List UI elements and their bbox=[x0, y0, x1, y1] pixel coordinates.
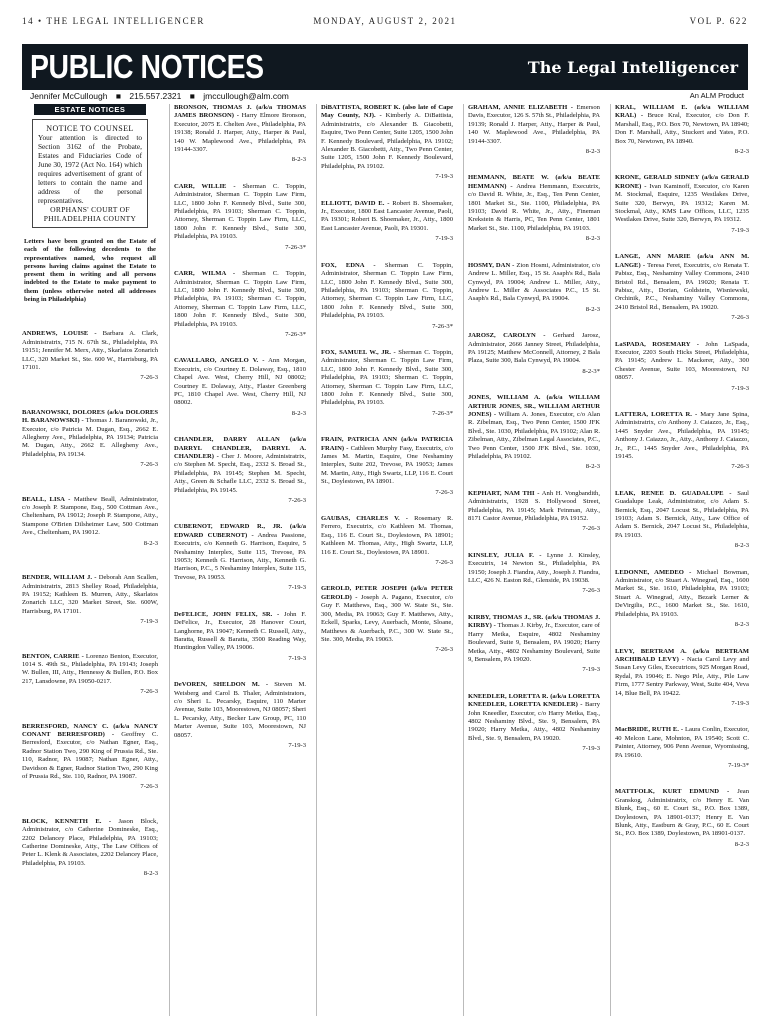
publication-code: 8-2-3 bbox=[585, 235, 600, 243]
decedent-name: DeVOREN, SHELDON M. - bbox=[174, 681, 269, 689]
decedent-name: LATTERA, LORETTA R. - bbox=[615, 410, 698, 418]
running-head bbox=[22, 16, 748, 30]
decedent-name: ELLIOTT, DAVID E. - bbox=[321, 199, 390, 207]
notice-text: Zion Hosmi, Administrator, c/o Andrew L. Miller, Esq., 15 St. Asaph's Rd., Bala Cynwyd, PA 19004; Andrew L. Miller, Atty., Andrew L. Miller & Associates P.C., 15 St. Asaph's Rd., Bala Cynwyd, PA 19004. bbox=[468, 261, 600, 303]
notice-text: Kimberly A. DiBattista, Administratrix, c/o Alexander B. Giacobetti, Esquire, Two Penn Center, Suite 1205, 1500 John F. Kennedy Boulevard, Philadelphia, PA 19102; Alexander B. Giacobetti, Atty., Two Penn Center, Suite 1205, 1500 John F. Kennedy Boulevard, Philadelphia, PA 19102. bbox=[321, 112, 453, 170]
notice-text: Andrea Hemmann, Executrix, c/o David R. White, Jr., Esq., Ten Penn Center, 1801 Market St., Ste. 1100, Philadelphia, PA 19103; David R. White, Jr., Atty., Fineman Krekstein & Harris, PC, Ten Penn Center, 1801 Market St., Ste. 1100, Philadelphia, PA 19103. bbox=[468, 182, 600, 232]
notice-text: Jean Granskog, Administratrix, c/o Henry E. Van Blunk, Esq., 60 E. Court St., P.O. Box 1389, Doylestown, PA 18901-0137; Henry E. Van Blunk, Atty., Eastburn & Gray, P.C., 60 E. Court St., P.O. Box 1389, Doylestown, PA 18901-0137. bbox=[615, 788, 749, 838]
publication-code: 7-26-3* bbox=[432, 409, 453, 417]
decedent-name: KIRBY, THOMAS J., SR. (a/k/a THOMAS J. KIRBY) - bbox=[468, 613, 600, 630]
notice-text: Emerson Davis, Executor, 126 S. 57th St., Philadelphia, PA 19139; Ronald J. Harper, Atty., Harper & Paul, 140 W. Maplewood Ave., Philadelphia, PA 19144-3307. bbox=[468, 104, 600, 145]
publication-code: 7-19-3 bbox=[731, 384, 749, 392]
decedent-name: KNEEDLER, LORETTA R. (a/k/a LORETTA KNEEDLER, LORETTA KNEDLER) - bbox=[468, 692, 600, 709]
publication-code: 7-26-3 bbox=[435, 559, 453, 567]
estate-notice-entry bbox=[615, 174, 749, 235]
publication-code: 7-26-3 bbox=[140, 461, 158, 469]
decedent-name: CUBERNOT, EDWARD R., JR. (a/k/a EDWARD CUBERNOT) - bbox=[174, 523, 306, 539]
decedent-name: BENDER, WILLIAM J. - bbox=[22, 574, 97, 582]
notice-text: Mary Jane Spina, Administratrix, c/o Anthony J. Caiazzo, Jr., Esq., 1445 Snyder Ave., Philadelphia, PA 19145; Anthony J. Caiazzo, Jr., Atty., Anthony J. Caiazzo, Jr., P.C., 1445 Snyder Ave., Philadelphia, PA 19145. bbox=[615, 410, 749, 460]
notice-text: Ann Morgan, Executrix, c/o Courtney E. Dolaway, Esq., 1810 Chapel Ave. West, Cherry Hill, NJ 08002; Courtney E. Dolaway, Atty., Flaster Greenberg PC, 1810 Chapel Ave. West, Cherry Hill, NJ 08002. bbox=[174, 357, 306, 407]
estate-notice-entry bbox=[615, 341, 749, 393]
decedent-name: GRAHAM, ANNIE ELIZABETH - bbox=[468, 104, 573, 111]
decedent-name: MacBRIDE, RUTH E. - bbox=[615, 726, 684, 734]
publication-code: 8-2-3 bbox=[734, 542, 749, 550]
notice-text: John LaSpada, Executor, 2203 South Hicks Street, Philadelphia, PA 19145; Andrew L. Mackerer, Atty., 300 Chester Avenue, Suite 103, Moorestown, NJ 08057. bbox=[615, 340, 749, 382]
decedent-name: LaSPADA, ROSEMARY - bbox=[615, 340, 699, 348]
estate-notice-entry bbox=[22, 818, 158, 879]
bullet-icon: ■ bbox=[189, 91, 195, 101]
estate-notice-entry bbox=[22, 653, 158, 697]
estate-notice-entry bbox=[321, 349, 453, 418]
estate-notice-entry bbox=[468, 394, 600, 472]
estate-notice-entry bbox=[468, 552, 600, 596]
estate-notice-entry bbox=[615, 788, 749, 849]
notice-text: Harry Elmore Bronson, Executor, 2075 E. Chelten Ave., Philadelphia, PA 19138; Ronald J. Harper, Atty., Harper & Paul, 140 W. Maplewood Ave., Philadelphia, PA 19144-3307. bbox=[174, 112, 306, 154]
estate-notice-entry bbox=[321, 585, 453, 654]
estate-notice-entry bbox=[468, 490, 600, 534]
running-head-left: 14 • THE LEGAL INTELLIGENCER bbox=[22, 16, 205, 26]
notice-text: Teresa Feret, Executrix, c/o Renata T. Pabisz, Esq., Neshaminy Valley Commons, 2410 Bristol Rd., Bensalem, PA 19020; Renata T. Pabisz, Atty., Dorian, Goldstein, Wisniewski, Orchinik, P.C., Neshaminy Valley Commons, 2410 Bristol Rd., Bensalem, PA 19020. bbox=[615, 261, 749, 311]
notice-text: Steven M. Weisberg and Carol B. Thaler, Administrators, c/o Sheri L. Pecarsky, Esquire, 110 Marter Avenue, Suite 103, Moorestown, NJ 08057; Sheri L. Pecarsky, Atty., Becker Law Group, PC, 110 Marter Avenue, Suite 103, Moorestown, NJ 08057. bbox=[174, 681, 306, 739]
court-name: ORPHANS' COURT OF PHILADELPHIA COUNTY bbox=[43, 205, 137, 223]
decedent-name: KRONE, GERALD SIDNEY (a/k/a GERALD KRONE) - bbox=[615, 174, 749, 190]
notice-text: Geoffrey C. Berresford, Executor, c/o Nathan Egner, Esq., Radnor Station Two, 290 King of Prussia Rd., Ste. 110, Radnor, PA 19087; Nathan Egner, Atty., Davidson & Egner, Radnor Station Two, 290 King of Prussia Rd., Ste. 110, Radnor, PA 19087. bbox=[22, 730, 158, 780]
publication-code: 8-2-3 bbox=[291, 409, 306, 417]
decedent-name: DeFELICE, JOHN FELIX, SR. - bbox=[174, 610, 280, 618]
publication-code: 7-26-3 bbox=[435, 646, 453, 654]
estate-notice-entry bbox=[174, 436, 306, 505]
estate-notice-entry bbox=[174, 270, 306, 339]
estate-notice-entry bbox=[468, 174, 600, 243]
publication-code: 7-26-3* bbox=[432, 322, 453, 330]
decedent-name: GEROLD, PETER JOSEPH (a/k/a PETER GEROLD) - bbox=[321, 585, 453, 601]
notice-columns bbox=[22, 104, 748, 1016]
publication-code: 8-2-3 bbox=[585, 148, 600, 156]
notice-text: Nacia Carol Levy and Susan Levy Giles, Executrices, 925 Morgan Road, Rydal, PA 19046; E. Nego Pile, Atty., Pile Law Firm, 1777 Sentry Parkway, West, Suite 404, Veva 14, Blue Bell, PA 19422. bbox=[615, 655, 749, 697]
notice-heading: NOTICE TO COUNSEL bbox=[46, 124, 134, 133]
decedent-name: LEAK, RENEE D. GUADALUPE - bbox=[615, 489, 732, 497]
running-head-date: MONDAY, AUGUST 2, 2021 bbox=[313, 16, 457, 26]
decedent-name: BLOCK, KENNETH E. - bbox=[22, 817, 112, 825]
notice-text: John F. DeFelice, Jr., Executor, 28 Hanover Court, Langhorne, PA 19047; Kenneth C. Russell, Atty., Baratta, Russell & Baratta, 3500 Reading Way, Huntingdon Valley, PA 19006. bbox=[174, 610, 306, 652]
decedent-name: LANGE, ANN MARIE (a/k/a ANN M. LANGE) - bbox=[615, 253, 749, 269]
publication-code: 7-26-3 bbox=[582, 587, 600, 595]
notice-text: Barry John Kneedler, Executor, c/o Harry Metka, Esq., 4802 Neshaminy Blvd., Ste. 9, Bensalem, PA 19020; Harry Metka, Atty., 4802 Neshaminy Blvd., Ste. 9, Bensalem, PA 19020. bbox=[468, 701, 600, 742]
notice-text: Robert B. Shoemaker, Jr., Executor, 1800 East Lancaster Avenue, Paoli, PA 19301; Robert B. Shoemaker, Jr., Atty., 1800 East Lancaster Avenue, Paoli, PA 19301. bbox=[321, 199, 453, 232]
estate-notice-entry bbox=[174, 183, 306, 252]
publication-code: 7-26-3 bbox=[140, 688, 158, 696]
notice-text: Joseph A. Pagano, Executor, c/o Guy F. Matthews, Esq., 300 W. State St., Ste. 300, Media, PA 19063; Guy F. Matthews, Atty., Eckell, Sparks, Levy, Auerbach, Monte, Sloane, Matthews & Auerbach, P.C., 300 W. State St., Ste. 300, Media, PA 19063. bbox=[321, 593, 453, 643]
decedent-name: MATTFOLK, KURT EDMUND - bbox=[615, 788, 730, 796]
publication-code: 8-2-3* bbox=[582, 367, 600, 375]
decedent-name: GAUBAS, CHARLES V. - bbox=[321, 515, 408, 523]
decedent-name: CAVALLARO, ANGELO V. - bbox=[174, 357, 265, 365]
notice-text: Sherman C. Toppin, Administrator, Sherman C. Toppin Law Firm, LLC, 1800 John F. Kennedy Blvd., Suite 300, Philadelphia, PA 19103; Sherman C. Toppin, Attorney, Sherman C. Toppin Law Firm, LLC, 1800 John F. Kennedy Blvd., Suite 300, Philadelphia, PA 19103. bbox=[321, 348, 453, 407]
publication-code: 7-26-3 bbox=[140, 374, 158, 382]
contact-email[interactable]: jmccullough@alm.com bbox=[203, 91, 289, 101]
decedent-name: JONES, WILLIAM A. (a/k/a WILLIAM ARTHUR JONES, SR., WILLIAM ARTHUR JONES) - bbox=[468, 394, 600, 418]
newspaper-logo: The Legal Intelligencer bbox=[527, 58, 738, 77]
public-notices-banner bbox=[22, 44, 748, 90]
decedent-name: KEPHART, NAM THI - bbox=[468, 489, 540, 497]
decedent-name: LEDONNE, AMEDEO - bbox=[615, 568, 692, 576]
decedent-name: HOSMY, DAN - bbox=[468, 261, 515, 269]
estate-notice-entry bbox=[321, 262, 453, 331]
decedent-name: FOX, SAMUEL W., JR. - bbox=[321, 348, 396, 356]
notice-text: Anh H. Vongbandith, Administratrix, 1928 S. Hollywood Street, Philadelphia, PA 19145; Mark Feinman, Atty., 8171 Castor Avenue, Philadelphia, PA 19152. bbox=[468, 489, 600, 523]
publication-code: 7-19-3 bbox=[140, 618, 158, 626]
publication-code: 7-19-3 bbox=[582, 745, 600, 753]
contact-phone: 215.557.2321 bbox=[129, 91, 182, 101]
estate-notice-entry bbox=[22, 496, 158, 548]
estate-notice-entry bbox=[468, 693, 600, 754]
estate-notice-entry bbox=[174, 681, 306, 750]
estate-notice-entry bbox=[321, 436, 453, 497]
publication-code: 7-26-3* bbox=[285, 330, 306, 338]
notice-text: Sherman C. Toppin, Administrator, Sherman C. Toppin Law Firm, LLC, 1800 John F. Kennedy Blvd., Suite 300, Philadelphia, PA 19103; Sherman C. Toppin, Attorney, Sherman C. Toppin Law Firm, LLC, 1800 John F. Kennedy Blvd., Suite 300, Philadelphia, PA 19103. bbox=[174, 270, 306, 328]
notice-text: Andrea Passione, Executrix, c/o Kenneth G. Harrison, Esquire, 5 Neshaminy Interplex, Suite 115, Trevose, PA 19053; Kenneth G. Harrison, Atty., Kenneth G. Harrison, P.C., 5 Neshaminy Interplex, Suite 115, Trevose, PA 19053. bbox=[174, 531, 306, 581]
publication-code: 7-26-3 bbox=[288, 497, 306, 505]
notice-text: Ivan Kaminoff, Executor, c/o Karen M. Stockmal, Esquire, 1235 Westlakes Drive, Suite 320, Berwyn, PA 19312; Karen M. Stockmal, Atty., KMS Law Offices, LLC, 1235 Westlakes Drive, Suite 320, Berwyn, PA 19312. bbox=[615, 182, 749, 224]
decedent-name: LEVY, BERTRAM A. (a/k/a BERTRAM ARCHIBALD LEVY) - bbox=[615, 647, 749, 663]
notice-text: Thomas J. Baranowski, Jr., Executor, c/o Patricia M. Dugan, Esq., 2662 E. Allegheny Ave., Philadelphia, PA 19134; Patricia M. Dugan, Atty., 2662 E. Allegheny Ave., Philadelphia, PA 19134. bbox=[22, 417, 158, 458]
estate-notice-entry bbox=[615, 726, 749, 770]
decedent-name: DiBATTISTA, ROBERT K. (also late of Cape May County, NJ). - bbox=[321, 104, 453, 120]
column-2 bbox=[169, 104, 306, 1016]
notice-text: Sherman C. Toppin, Administrator, Sherman C. Toppin Law Firm, LLC, 1800 John F. Kennedy Blvd., Suite 300, Philadelphia, PA 19103; Sherman C. Toppin, Attorney, Sherman C. Toppin Law Firm, LLC, 1800 John F. Kennedy Blvd., Suite 300, Philadelphia, PA 19103. bbox=[321, 261, 453, 320]
decedent-name: ANDREWS, LOUISE - bbox=[22, 330, 97, 338]
notice-text: Saul Guadalupe Leak, Administrator, c/o Adam S. Bernick, Esq., 2047 Locust St., Philadelphia, PA 19103; Adam S. Bernick, Atty., Law Office of Adam S. Bernick, 2047 Locust St., Philadelphia, PA 19103. bbox=[615, 489, 749, 539]
alm-product-note: An ALM Product bbox=[689, 91, 744, 100]
notice-text: Gerhard Jarosz, Administrator, 2666 Janney Street, Philadelphia, PA 19125; Matthew McConnell, Attorney, 2 Bala Plaza, Suite 300, Bala Cynwyd, PA 19004. bbox=[468, 332, 600, 365]
notice-text: Rosemary R. Ferrero, Executrix, c/o Kathleen M. Thomas, Esq., 116 E. Court St., Doylestown, PA 18901; Kathleen M. Thomas, Atty., High Swartz, LLP, 116 E. Court St., Doylestown, PA 18901. bbox=[321, 515, 453, 556]
publication-code: 7-26-3 bbox=[731, 314, 749, 322]
publication-code: 7-26-3 bbox=[731, 463, 749, 471]
column-5 bbox=[610, 104, 749, 1016]
publication-code: 7-26-3 bbox=[582, 525, 600, 533]
column-3 bbox=[316, 104, 453, 1016]
decedent-name: BARANOWSKI, DOLORES (a/k/a DOLORES H. BARANOWSKI) - bbox=[22, 408, 158, 425]
estate-notice-entry bbox=[321, 104, 453, 182]
estate-notice-entry bbox=[468, 614, 600, 675]
notice-text: Laura Conlin, Executor, 40 Melcon Lane, Mohnton, PA 19540; Scott C. Painter, Attorney, 906 Penn Avenue, Wyomissing, PA 19610. bbox=[615, 726, 749, 759]
publication-code: 7-19-3* bbox=[728, 761, 749, 769]
estate-notice-entry bbox=[615, 104, 749, 156]
decedent-name: JAROSZ, CAROLYN - bbox=[468, 332, 546, 340]
decedent-name: CARR, WILLIE - bbox=[174, 182, 236, 190]
publication-code: 8-2-3 bbox=[143, 539, 158, 547]
notice-text: Michael Bowman, Administrator, c/o Stuart A. Winegrad, Esq., 1600 Market St., Ste. 1610, Philadelphia, PA 19103; Stuart A. Winegrad, Atty., Bezark Lerner & DeVirgilis, P.C., 1600 Market St., Ste. 1610, Philadelphia, PA 19103. bbox=[615, 568, 749, 618]
publication-code: 8-2-3 bbox=[143, 870, 158, 878]
estate-notice-entry bbox=[321, 200, 453, 244]
bullet-icon: ■ bbox=[115, 91, 121, 101]
publication-code: 8-2-3 bbox=[585, 463, 600, 471]
decedent-name: FOX, EDNA - bbox=[321, 261, 376, 269]
contact-bar bbox=[22, 90, 748, 102]
publication-code: 7-19-3 bbox=[731, 699, 749, 707]
notice-text: Lynne J. Kinsley, Executrix, 14 Newton St., Philadelphia, PA 19150; Joseph J. Fiandra, Atty., Joseph J. Fiandra, LLC, 426 N. Easton Rd., Glenside, PA 19038. bbox=[468, 551, 600, 585]
publication-code: 7-19-3 bbox=[288, 741, 306, 749]
estate-notice-entry bbox=[615, 253, 749, 322]
estate-notice-entry bbox=[174, 104, 306, 165]
publication-code: 7-19-3 bbox=[288, 584, 306, 592]
decedent-name: BRONSON, THOMAS J. (a/k/a THOMAS JAMES BRONSON) - bbox=[174, 104, 306, 120]
running-head-volume: VOL P. 622 bbox=[689, 16, 748, 26]
section-tag: ESTATE NOTICES bbox=[34, 104, 146, 115]
publication-code: 7-19-3 bbox=[731, 226, 749, 234]
estate-notice-entry bbox=[174, 357, 306, 418]
notice-to-counsel-box bbox=[32, 119, 148, 228]
notice-text: Bruce Kral, Executor, c/o Don F. Marshall, Esq., P.O. Box 70, Newtown, PA 18940; Don F. Marshall, Atty., Stuckert and Yates, P.O. Box 70, Newtown, PA 18940. bbox=[615, 112, 749, 145]
notice-text: Jason Block, Administrator, c/o Catherine Domineske, Esq., 2202 Delancey Place, Philadelphia, PA 19103; Catherine Domineske, Atty., The Law Offices of Peter L. Klenk & Associates, 2202 Delancey Place, Philadelphia, PA 19103. bbox=[22, 817, 158, 867]
publication-code: 8-2-3 bbox=[734, 148, 749, 156]
estate-notice-entry bbox=[174, 523, 306, 592]
publication-code: 7-26-3 bbox=[140, 783, 158, 791]
notice-text: Sherman C. Toppin, Administrator, Sherman C. Toppin Law Firm, LLC, 1800 John F. Kennedy Blvd., Suite 300, Philadelphia, PA 19103; Sherman C. Toppin, Attorney, Sherman C. Toppin Law Firm, LLC, 1800 John F. Kennedy Blvd., Suite 300, Philadelphia, PA 19103. bbox=[174, 182, 306, 241]
decedent-name: CARR, WILMA - bbox=[174, 270, 236, 278]
publication-code: 7-19-3 bbox=[582, 666, 600, 674]
publication-code: 8-2-3 bbox=[585, 305, 600, 313]
estate-notice-entry bbox=[468, 104, 600, 156]
decedent-name: FRAIN, PATRICIA ANN (a/k/a PATRICIA FRAIN) - bbox=[321, 436, 453, 452]
column-4 bbox=[463, 104, 600, 1016]
decedent-name: BENTON, CARRIE - bbox=[22, 652, 84, 660]
publication-code: 8-2-3 bbox=[734, 840, 749, 848]
estate-notice-entry bbox=[468, 262, 600, 314]
decedent-name: BEALL, LISA - bbox=[22, 495, 71, 503]
estate-notice-entry bbox=[615, 648, 749, 709]
notice-text: Cher J. Moore, Administratrix, c/o Stephen M. Specht, Esq., 2332 S. Broad St., Philadelphia, PA 19145; Stephen M. Specht, Atty., Green & Schafle LLC, 2332 S. Broad St., Philadelphia, PA 19145. bbox=[174, 453, 306, 494]
estate-notice-entry bbox=[22, 723, 158, 792]
notice-text: Cathleen Murphy Fasy, Executrix, c/o James M. Martin, Esquire, One Neshaminy Interplex, Suite 202, Trevose, PA 19053; James M. Martin, Atty., High Swartz, LLP, 116 E. Court St., Doylestown, PA 18901. bbox=[321, 444, 453, 486]
estate-notice-entry bbox=[615, 411, 749, 472]
estate-notice-entry bbox=[174, 611, 306, 663]
notice-text: Matthew Beall, Administrator, c/o Joseph P. Stampone, Esq., 500 Cottman Ave., Cheltenham, PA 19012; Joseph P. Stampone, Atty., Stampone O'Brien Dilsheimer Law, 500 Cottman Ave., Cheltenham, PA 19012. bbox=[22, 495, 158, 537]
estate-notice-entry bbox=[22, 574, 158, 626]
publication-code: 7-19-3 bbox=[435, 173, 453, 181]
notice-text: Deborah Ann Scallen, Administratrix, 2813 Shelley Road, Philadelphia, PA 19152; Kathleen B. Murren, Atty., Skarlatos Zonarich LLC, 320 Market Street, Ste. 600W, Harrisburg, PA 17101. bbox=[22, 574, 158, 615]
estate-notice-entry bbox=[615, 569, 749, 630]
decedent-name: BERRESFORD, NANCY C. (a/k/a NANCY CONANT BERRESFORD) - bbox=[22, 722, 158, 738]
notice-text: Your attention is directed to Section 3162 of the Probate, Estates and Fiduciaries Code of June 30, 1972 (Act No. 164) which requires advertisement of grant of letters to contain the name and address of the personal representatives. bbox=[38, 133, 142, 205]
estate-notice-entry bbox=[468, 332, 600, 376]
intro-paragraph: Letters have been granted on the Estate of each of the following decedents to the representatives named, who request all persons having claims against the Estate to present them in writing and all persons indebted to the Estate to make payment to them (unless otherwise noted all addresses being in Philadelphia) bbox=[24, 238, 156, 304]
contact-name: Jennifer McCullough bbox=[30, 91, 108, 101]
estate-notice-entry bbox=[22, 330, 158, 382]
publication-code: 7-26-3* bbox=[285, 243, 306, 251]
publication-code: 8-2-3 bbox=[734, 621, 749, 629]
publication-code: 7-19-3 bbox=[288, 654, 306, 662]
column-1 bbox=[22, 104, 158, 1016]
estate-notice-entry bbox=[615, 490, 749, 551]
banner-title: PUBLIC NOTICES bbox=[30, 48, 264, 85]
decedent-name: HEMMANN, BEATE W. (a/k/a BEATE HEMMANN) - bbox=[468, 174, 600, 190]
publication-code: 8-2-3 bbox=[291, 156, 306, 164]
decedent-name: KRAL, WILLIAM E. (a/k/a WILLIAM KRAL) - bbox=[615, 104, 749, 120]
notice-text: William A. Jones, Executor, c/o Alan R. Zibelman, Esq., Two Penn Center, 1500 JFK Blvd., Ste. 1030, Philadelphia, PA 19102; Alan R. Zibelman, Atty., Zibelman Legal Associates, P.C., Two Penn Center, 1500 JFK Blvd., Ste. 1030, Philadelphia, PA 19102. bbox=[468, 410, 600, 460]
estate-notice-entry bbox=[22, 409, 158, 470]
notice-text: Lorenzo Benton, Executor, 1014 S. 49th St., Philadelphia, PA 19143; Joseph W. Bullen, III, Atty., Hennessy & Bullen, P.O. Box 217, Lansdowne, PA 19050-0217. bbox=[22, 652, 158, 685]
publication-code: 7-19-3 bbox=[435, 235, 453, 243]
notice-text: Thomas J. Kirby, Jr., Executor, care of Harry Metka, Esquire, 4802 Neshaminy Boulevard, Suite 9, Bensalem, PA 19020; Harry Metka, Atty., 4802 Neshaminy Boulevard, Suite 9, Bensalem, PA 19020. bbox=[468, 622, 600, 663]
publication-code: 7-26-3 bbox=[435, 488, 453, 496]
estate-notice-entry bbox=[321, 515, 453, 567]
decedent-name: CHANDLER, DARRY ALLAN (a/k/a DARRYL CHANDLER, DARRYL A. CHANDLER) - bbox=[174, 436, 306, 460]
notice-text: Barbara A. Clark, Administratrix, 715 N. 67th St., Philadelphia, PA 19151; Jennifer M. Merx, Atty., Skarlatos Zonarich LLC, 320 Market St., Ste. 600 W., Harrisburg, PA 17101. bbox=[22, 330, 158, 371]
decedent-name: KINSLEY, JULIA F. - bbox=[468, 551, 542, 559]
